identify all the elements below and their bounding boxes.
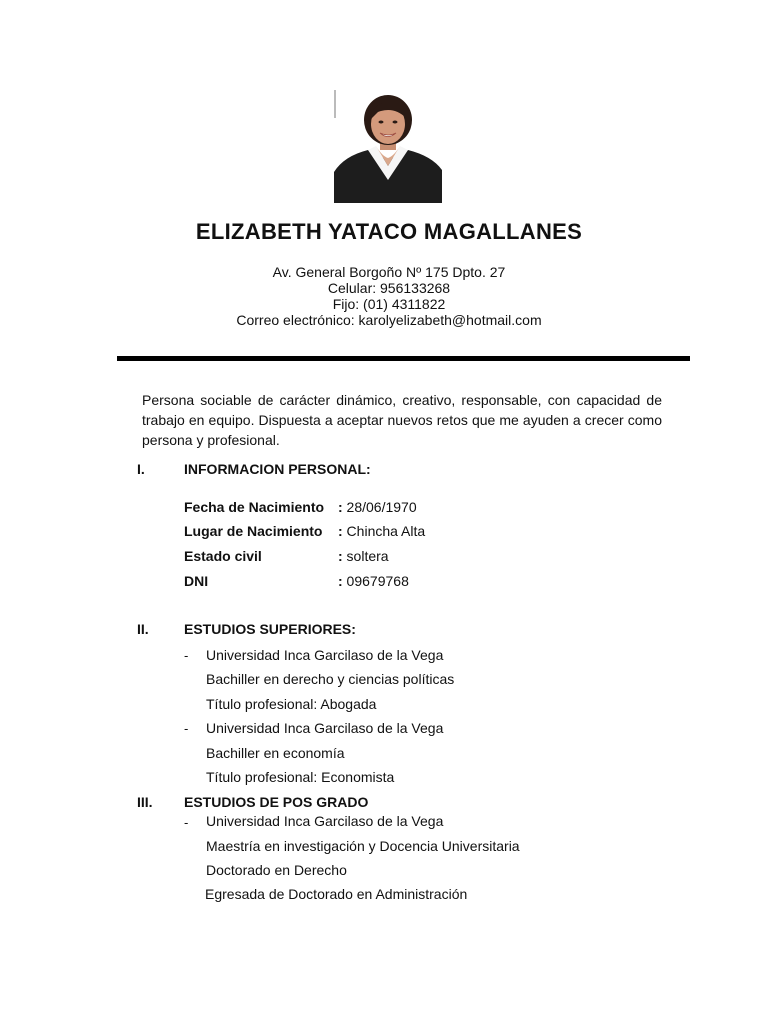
list-item: Universidad Inca Garcilaso de la Vega: [206, 813, 444, 829]
section-title-postgrad: ESTUDIOS DE POS GRADO: [184, 794, 369, 810]
address: Av. General Borgoño Nº 175 Dpto. 27: [272, 264, 506, 280]
list-item: Título profesional: Abogada: [206, 696, 377, 712]
section-number-studies: II.: [137, 621, 149, 637]
field-label: DNI: [184, 573, 209, 589]
list-item: Bachiller en derecho y ciencias políticas: [206, 671, 455, 687]
profile-summary: Persona sociable de carácter dinámico, creativo, responsable, con capacidad de trabajo en equipo. Dispuesta a aceptar nuevos retos que me ayuden a crecer como persona y profesional.: [142, 392, 662, 448]
contact-block: [0, 264, 768, 328]
list-item: Título profesional: Economista: [206, 769, 395, 785]
list-bullet: -: [184, 815, 189, 830]
section-number-personal: I.: [137, 461, 145, 477]
list-bullet: -: [184, 721, 189, 736]
portrait-image: [334, 90, 442, 203]
field-value: : Chincha Alta: [338, 523, 426, 539]
list-bullet: -: [184, 648, 189, 663]
list-item: Bachiller en economía: [206, 745, 345, 761]
candidate-name: ELIZABETH YATACO MAGALLANES: [195, 219, 583, 244]
mobile-phone: Celular: 956133268: [327, 280, 451, 296]
section-title-personal: INFORMACION PERSONAL:: [184, 461, 371, 477]
header-divider: [117, 356, 690, 361]
email: Correo electrónico: karolyelizabeth@hotmail.com: [236, 312, 542, 328]
field-value: : 28/06/1970: [338, 499, 417, 515]
list-item: Doctorado en Derecho: [206, 862, 347, 878]
list-item: Universidad Inca Garcilaso de la Vega: [206, 647, 444, 663]
list-item: Egresada de Doctorado en Administración: [205, 886, 468, 902]
section-title-studies: ESTUDIOS SUPERIORES:: [184, 621, 356, 637]
field-value: : soltera: [338, 548, 389, 564]
section-number-postgrad: III.: [137, 794, 153, 810]
field-value: : 09679768: [338, 573, 409, 589]
field-label: Lugar de Nacimiento: [184, 523, 323, 539]
field-label: Estado civil: [184, 548, 262, 564]
list-item: Maestría en investigación y Docencia Universitaria: [206, 838, 520, 854]
profile-photo: [334, 90, 442, 203]
list-item: Universidad Inca Garcilaso de la Vega: [206, 720, 444, 736]
landline-phone: Fijo: (01) 4311822: [332, 296, 446, 312]
field-label: Fecha de Nacimiento: [184, 499, 325, 515]
